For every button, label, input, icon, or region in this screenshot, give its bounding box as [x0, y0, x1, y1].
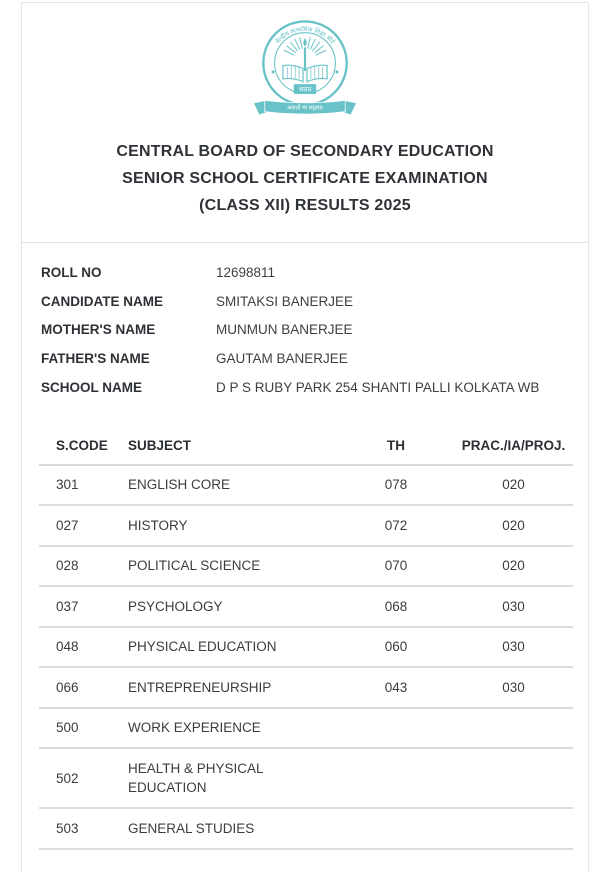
cell-subject-code: 027	[39, 505, 128, 546]
cell-subject-code: 503	[39, 808, 128, 849]
detail-label: CANDIDATE NAME	[41, 293, 163, 309]
col-header-practical: PRAC./IA/PROJ.	[454, 426, 573, 465]
cell-subject-code: 500	[39, 708, 128, 749]
table-row	[39, 748, 573, 808]
detail-row	[41, 316, 574, 345]
motto-ribbon-icon	[254, 100, 356, 114]
col-header-subject: SUBJECT	[128, 426, 338, 465]
cell-theory-marks: 070	[338, 546, 454, 587]
table-row	[39, 667, 573, 708]
detail-value: SMITAKSI BANERJEE	[216, 293, 354, 309]
cell-theory-marks	[338, 708, 454, 749]
cbse-logo-icon	[22, 17, 588, 119]
bharat-text: भारत	[298, 86, 312, 94]
cbse-emblem-icon	[246, 17, 364, 119]
table-row	[39, 505, 573, 546]
detail-label: ROLL NO	[41, 264, 102, 280]
cell-practical-marks	[454, 708, 573, 749]
motto-text: असतो मा सद्गमय	[287, 105, 323, 112]
cell-practical-marks	[454, 808, 573, 849]
page-title	[22, 138, 588, 219]
detail-row	[41, 258, 574, 287]
table-row	[39, 586, 573, 627]
table-row	[39, 546, 573, 587]
col-header-scode: S.CODE	[39, 426, 128, 465]
cell-subject-name: PSYCHOLOGY	[128, 586, 338, 627]
table-row	[39, 708, 573, 749]
cell-subject-name: WORK EXPERIENCE	[128, 708, 338, 749]
detail-row	[41, 287, 574, 316]
cell-subject-code: 301	[39, 465, 128, 506]
exam-name-line: SENIOR SCHOOL CERTIFICATE EXAMINATION	[122, 170, 488, 187]
emblem-ring-text: केन्द्रीय माध्यमिक शिक्षा बोर्ड	[274, 26, 336, 46]
cell-theory-marks: 060	[338, 627, 454, 668]
cell-subject-name: ENGLISH CORE	[128, 465, 338, 506]
detail-value: MUNMUN BANERJEE	[216, 322, 353, 338]
table-row	[39, 465, 573, 506]
col-header-theory: TH	[338, 426, 454, 465]
cell-theory-marks: 068	[338, 586, 454, 627]
cell-subject-name: POLITICAL SCIENCE	[128, 546, 338, 587]
detail-label: MOTHER'S NAME	[41, 322, 156, 338]
cell-theory-marks: 072	[338, 505, 454, 546]
cell-theory-marks: 078	[338, 465, 454, 506]
detail-value: 12698811	[216, 264, 276, 280]
cell-practical-marks: 020	[454, 465, 573, 506]
emblem-left-dot-icon	[272, 70, 275, 73]
cell-theory-marks	[338, 748, 454, 808]
marks-table	[39, 426, 573, 850]
board-name-line: CENTRAL BOARD OF SECONDARY EDUCATION	[116, 143, 494, 160]
detail-label: SCHOOL NAME	[41, 380, 143, 396]
detail-value: D P S RUBY PARK 254 SHANTI PALLI KOLKATA WB	[216, 380, 540, 396]
table-row	[39, 808, 573, 849]
cell-subject-code: 502	[39, 748, 128, 808]
cell-subject-name: HEALTH & PHYSICAL EDUCATION	[128, 748, 338, 808]
cell-practical-marks	[454, 748, 573, 808]
detail-label: FATHER'S NAME	[41, 351, 150, 367]
candidate-details	[22, 243, 588, 402]
result-year-line: (CLASS XII) RESULTS 2025	[199, 197, 411, 214]
cell-subject-code: 028	[39, 546, 128, 587]
cell-theory-marks	[338, 808, 454, 849]
results-card	[21, 2, 589, 872]
table-header-row	[39, 426, 573, 465]
cell-subject-code: 066	[39, 667, 128, 708]
cell-practical-marks: 030	[454, 627, 573, 668]
detail-value: GAUTAM BANERJEE	[216, 351, 348, 367]
cell-subject-name: HISTORY	[128, 505, 338, 546]
bharat-plate	[294, 84, 317, 94]
emblem-right-dot-icon	[335, 70, 338, 73]
detail-row	[41, 373, 574, 402]
marks-table-body	[39, 465, 573, 849]
cell-practical-marks: 030	[454, 586, 573, 627]
cell-practical-marks: 020	[454, 505, 573, 546]
cell-practical-marks: 020	[454, 546, 573, 587]
table-row	[39, 627, 573, 668]
cell-subject-name: GENERAL STUDIES	[128, 808, 338, 849]
cell-subject-name: PHYSICAL EDUCATION	[128, 627, 338, 668]
cell-theory-marks: 043	[338, 667, 454, 708]
cell-subject-code: 037	[39, 586, 128, 627]
cell-subject-code: 048	[39, 627, 128, 668]
detail-row	[41, 344, 574, 373]
cell-practical-marks: 030	[454, 667, 573, 708]
cell-subject-name: ENTREPRENEURSHIP	[128, 667, 338, 708]
